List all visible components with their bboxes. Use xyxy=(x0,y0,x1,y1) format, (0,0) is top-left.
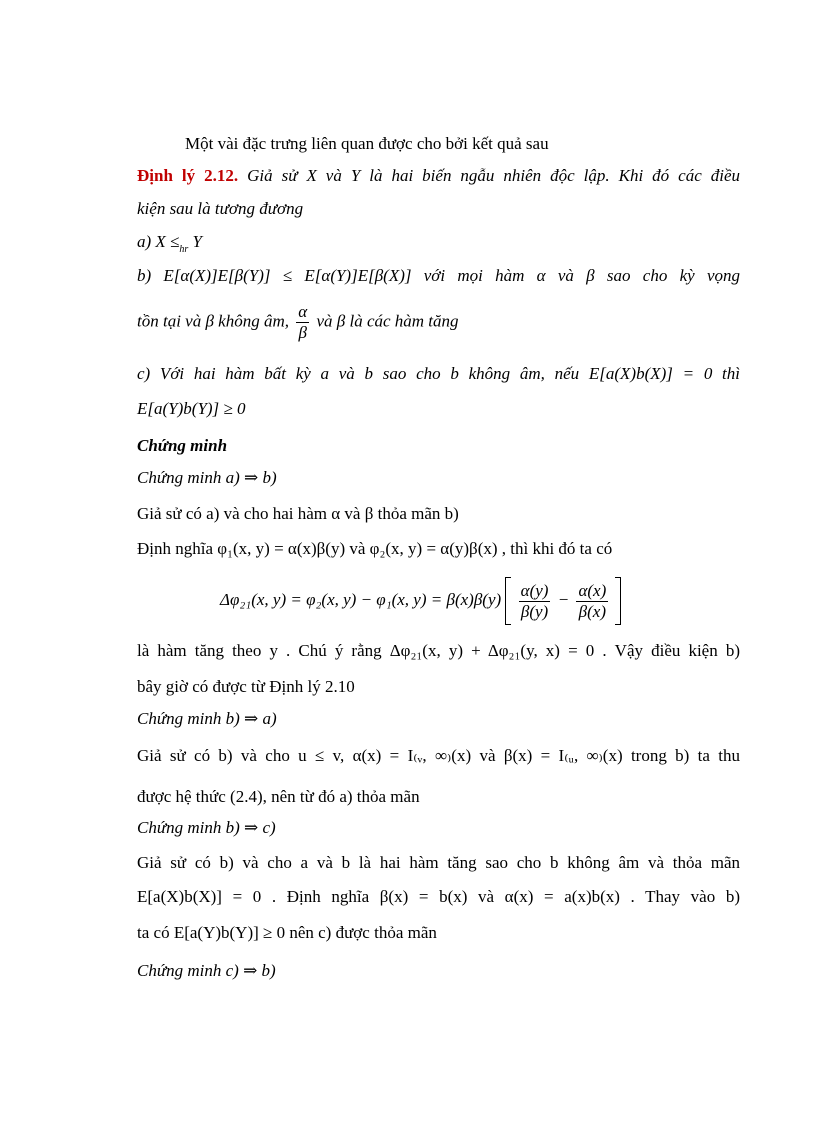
item-a-label: a) X ≤ xyxy=(137,232,180,251)
alpha-over-beta-fraction xyxy=(296,302,309,343)
eq-fraction-2 xyxy=(576,581,608,622)
fraction-numerator: α xyxy=(298,302,308,321)
item-b-line2-start: tồn tại và β không âm, xyxy=(137,311,290,331)
eq-fraction-1 xyxy=(519,581,551,622)
proof-p2-line-2: được hệ thức (2.4), nên từ đó a) thỏa mãn xyxy=(137,787,420,806)
item-b-line2-end: và β là các hàm tăng xyxy=(312,311,459,331)
proof-part2-title: Chứng minh b) ⇒ a) xyxy=(137,709,277,728)
proof-p3-line-3: ta có E[a(Y)b(Y)] ≥ 0 nên c) được thỏa mãn xyxy=(137,923,437,942)
item-b-line-1: b) E[α(X)]E[β(Y)] ≤ E[α(Y)]E[β(X)] với mọi hàm α và β sao cho kỳ vọng xyxy=(137,266,740,285)
right-bracket xyxy=(615,577,621,625)
left-bracket xyxy=(505,577,511,625)
item-a xyxy=(137,231,740,261)
theorem-label: Định lý 2.12. xyxy=(137,166,239,185)
item-c-line-1: c) Với hai hàm bất kỳ a và b sao cho b không âm, nếu E[a(X)b(X)] = 0 thì xyxy=(137,364,740,383)
proof-part4-title: Chứng minh c) ⇒ b) xyxy=(137,961,276,980)
eq-frac2-den: β(x) xyxy=(578,601,606,621)
intro-text: Một vài đặc trưng liên quan được cho bởi kết quả sau xyxy=(185,134,549,153)
fraction-denominator: β xyxy=(298,323,307,342)
proof-p3-line-1: Giả sử có b) và cho a và b là hai hàm tăng sao cho b không âm và thỏa mãn xyxy=(137,853,740,872)
proof-part3-title: Chứng minh b) ⇒ c) xyxy=(137,818,276,837)
proof-p1-line-2: Định nghĩa φ₁(x, y) = α(x)β(y) và φ₂(x, y) = α(y)β(x) , thì khi đó ta có xyxy=(137,539,613,558)
proof-part1-title: Chứng minh a) ⇒ b) xyxy=(137,468,277,487)
theorem-line-1 xyxy=(137,165,740,187)
display-equation xyxy=(220,574,621,626)
proof-p1-line-3: là hàm tăng theo y . Chú ý rằng Δφ₂₁(x, y) + Δφ₂₁(y, x) = 0 . Vậy điều kiện b) xyxy=(137,641,740,660)
item-b-line-2 xyxy=(137,302,740,343)
theorem-statement-2: kiện sau là tương đương xyxy=(137,199,304,218)
proof-p3-line-2: E[a(X)b(X)] = 0 . Định nghĩa β(x) = b(x) và α(x) = a(x)b(x) . Thay vào b) xyxy=(137,887,740,906)
item-a-tail: Y xyxy=(188,232,203,251)
item-a-sub: hr xyxy=(179,244,189,255)
theorem-statement-1: Giả sử X và Y là hai biến ngẫu nhiên độc lập. Khi đó các điều xyxy=(247,166,741,185)
proof-p2-line-1: Giả sử có b) và cho u ≤ v, α(x) = I₍ᵥ, ∞₎(x) và β(x) = I₍ᵤ, ∞₎(x) trong b) ta thu xyxy=(137,746,740,765)
eq-minus: − xyxy=(557,590,570,609)
proof-p1-line-4: bây giờ có được từ Định lý 2.10 xyxy=(137,677,355,696)
proof-heading: Chứng minh xyxy=(137,436,228,455)
eq-frac1-num: α(y) xyxy=(520,580,549,600)
eq-frac1-den: β(y) xyxy=(520,601,549,621)
equation-left: Δφ₂₁(x, y) = φ₂(x, y) − φ₁(x, y) = β(x)β(y) xyxy=(220,590,502,609)
proof-p1-line-1: Giả sử có a) và cho hai hàm α và β thỏa mãn b) xyxy=(137,504,459,523)
eq-frac2-num: α(x) xyxy=(578,580,607,600)
item-c-line-2: E[a(Y)b(Y)] ≥ 0 xyxy=(137,399,246,418)
